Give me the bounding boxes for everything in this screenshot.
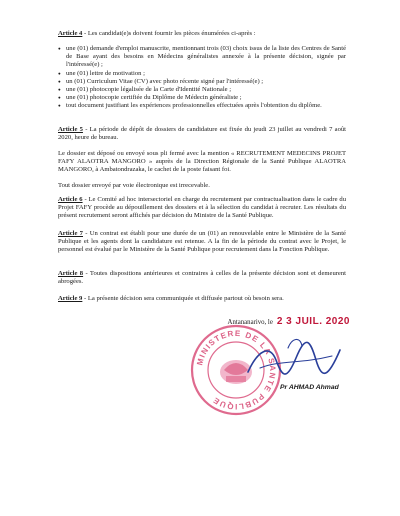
article-8 <box>58 270 346 286</box>
article-6-label: Article 6 <box>58 196 83 203</box>
article-4-intro-text: - Les candidat(e)s doivent fournir les pièces énumérées ci-après : <box>82 30 256 37</box>
place-and-date <box>0 317 350 328</box>
svg-text:MINISTERE DE LA SANTE PUBLIQUE: MINISTERE DE LA SANTE PUBLIQUE <box>195 328 278 412</box>
article-9 <box>58 295 346 303</box>
place-label: Antananarivo, le <box>227 319 273 326</box>
article-7-text: - Un contrat est établi pour une durée de un (01) an renouvelable entre le Ministère de la Santé Publique et les agents dont la candidature est retenue. A la fin de la période du contrat avec le Projet, le personnel est évalué par le Ministère de la Santé Publique pour recrutement dans la Fonction Publique. <box>58 230 346 254</box>
article-6 <box>58 196 346 221</box>
article-4-list <box>58 45 346 111</box>
article-5-label: Article 5 <box>58 126 83 133</box>
article-5 <box>58 126 346 142</box>
article-7 <box>58 230 346 255</box>
list-item: ● une (01) lettre de motivation ; <box>58 70 346 78</box>
article-9-text: - La présente décision sera communiquée et diffusée partout où besoin sera. <box>82 295 284 302</box>
list-item: ● tout document justifiant les expériences professionnelles effectuées après l'obtention du diplôme. <box>58 102 346 110</box>
list-item: ● une (01) photocopie certifiée du Diplôme de Médecin généraliste ; <box>58 94 346 102</box>
article-8-text: - Toutes dispositions antérieures et contraires à celles de la présente décision sont et demeurent abrogées. <box>58 270 346 286</box>
signature-icon <box>240 330 350 390</box>
article-5-text: - La période de dépôt de dossiers de candidature est fixée du jeudi 23 juillet au vendredi 7 août 2020, heure de bureau. <box>58 126 346 142</box>
article-9-label: Article 9 <box>58 295 83 302</box>
article-5-paragraph-2: Le dossier est déposé ou envoyé sous pli fermé avec la mention « RECRUTEMENT MEDECINS PROJET FAFY ALAOTRA MANGORO » auprès de la Direction Régionale de la Santé Publique ALAOTRA MANGORO, à Ambatondrazaka, le cachet de la poste faisant foi. <box>58 150 346 174</box>
article-8-label: Article 8 <box>58 270 84 277</box>
article-4-label: Article 4 <box>58 30 83 37</box>
list-item: ● une (01) demande d'emploi manuscrite, mentionnant trois (03) choix issus de la liste des Centres de Santé de Base ayant des besoins en Médecins généralistes annexée à la présente décision, signée par l'intéressé(e) ; <box>58 45 346 70</box>
article-5-paragraph-3: Tout dossier envoyé par voie électronique est irrecevable. <box>58 182 210 189</box>
article-7-label: Article 7 <box>58 230 83 237</box>
signer-name: Pr AHMAD Ahmad <box>280 384 339 391</box>
article-4-intro <box>58 30 346 38</box>
article-6-text: - Le Comité ad hoc intersectoriel en charge du recrutement par contractualisation dans le cadre du Projet FAFY procède au dépouillement des dossiers et à la sélection du candidat à recruter. Les résultats du présent recrutement seront affichés par décision du Ministre de la Santé Publique. <box>58 196 346 220</box>
date-stamp: 2 3 JUIL. 2020 <box>276 316 350 327</box>
list-item: ● un (01) Curriculum Vitae (CV) avec photo récente signé par l'intéressé(e) ; <box>58 78 346 86</box>
list-item: ● une (01) photocopie légalisée de la Carte d'Identité Nationale ; <box>58 86 346 94</box>
